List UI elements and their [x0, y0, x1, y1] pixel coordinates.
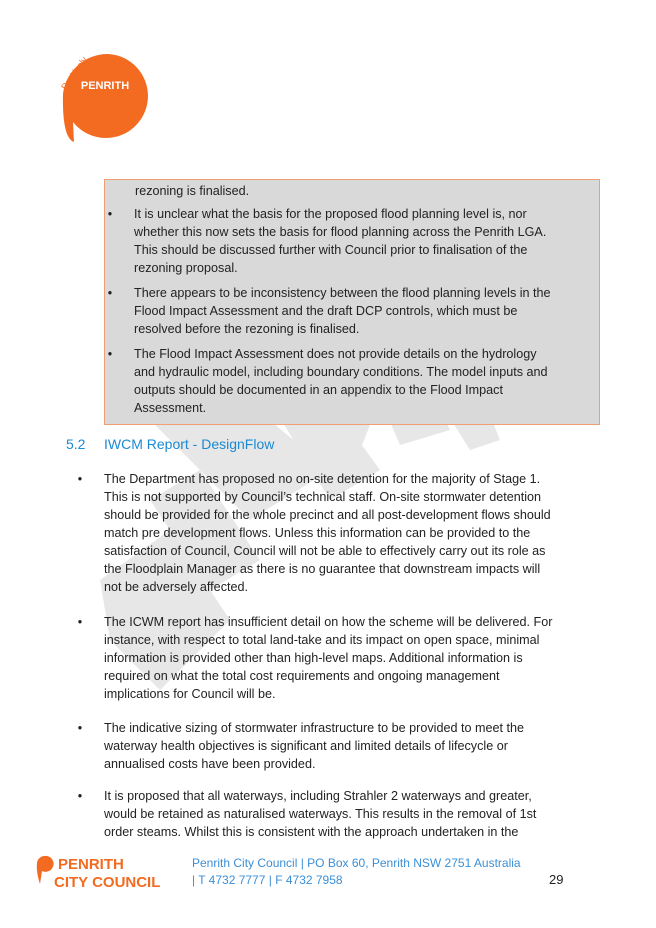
- bullet-line: resolved before the rezoning is finalised.: [134, 322, 360, 336]
- bullet-text: [134, 205, 546, 277]
- footer-phone-fax: | T 4732 7777 | F 4732 7958: [192, 873, 343, 887]
- bullet-text: [104, 787, 536, 841]
- bullet-line: This should be discussed further with Council prior to finalisation of the: [134, 243, 528, 257]
- bullet-line: The ICWM report has insufficient detail on how the scheme will be delivered. For: [104, 615, 553, 630]
- bullet-line: Assessment.: [134, 401, 207, 415]
- bullet-line: whether this now sets the basis for flood planning across the Penrith LGA.: [134, 225, 547, 239]
- footer-contact: [192, 855, 521, 889]
- bullet-line: implications for Council will be.: [104, 687, 276, 702]
- bullet-line: match pre development flows. Unless this information can be provided to the: [104, 526, 531, 540]
- bullet-line: would be retained as naturalised waterways. This results in the removal of 1st: [104, 806, 537, 821]
- section-number: 5.2: [66, 436, 86, 452]
- bullet-line: should be provided for the whole precinct and all post-development flows should: [104, 508, 551, 522]
- bullet-line: not be adversely affected.: [104, 580, 248, 594]
- svg-text:PENRITH: PENRITH: [58, 856, 124, 873]
- bullet-text: [104, 470, 551, 596]
- svg-text:PENRITH: PENRITH: [80, 80, 130, 92]
- bullet-line: and hydraulic model, including boundary conditions. The model inputs and: [134, 365, 548, 379]
- bullet-line: order steams. Whilst this is consistent with the approach undertaken in the: [104, 824, 519, 839]
- footer-address: Penrith City Council | PO Box 60, Penrith NSW 2751 Australia: [192, 856, 521, 870]
- bullet-text: [104, 719, 524, 773]
- positively-penrith-logo: [48, 34, 148, 144]
- bullet-line: satisfaction of Council, Council will not be able to effectively carry out its role as: [104, 544, 546, 558]
- bullet-line: There appears to be inconsistency between the flood planning levels in the: [134, 286, 551, 300]
- bullet-line: the Floodplain Manager as there is no guarantee that downstream impacts will: [104, 562, 541, 576]
- bullet-marker: •: [107, 347, 113, 361]
- page-number: 29: [549, 872, 564, 887]
- penrith-city-council-logo: [36, 854, 196, 890]
- section-title: IWCM Report - DesignFlow: [104, 436, 275, 452]
- bullet-line: It is proposed that all waterways, including Strahler 2 waterways and greater,: [104, 788, 532, 803]
- bullet-marker: •: [107, 286, 113, 300]
- bullet-text: [134, 284, 551, 338]
- bullet-line: It is unclear what the basis for the proposed flood planning level is, nor: [134, 207, 527, 221]
- bullet-line: The indicative sizing of stormwater infrastructure to be provided to meet the: [104, 720, 524, 735]
- bullet-line: instance, with respect to total land-take and its impact on open space, minimal: [104, 633, 540, 648]
- svg-text:Positively: Positively: [59, 54, 90, 92]
- bullet-marker: •: [77, 472, 83, 486]
- bullet-marker: •: [77, 615, 83, 630]
- bullet-line: waterway health objectives is significant and limited details of lifecycle or: [104, 738, 508, 753]
- svg-text:CITY COUNCIL: CITY COUNCIL: [54, 874, 161, 890]
- bullet-line: Flood Impact Assessment and the draft DCP controls, which must be: [134, 304, 518, 318]
- bullet-line: rezoning proposal.: [134, 261, 238, 275]
- bullet-line: The Flood Impact Assessment does not provide details on the hydrology: [134, 347, 537, 361]
- bullet-marker: •: [77, 788, 83, 803]
- bullet-line: information is provided other than high-level maps. Additional information is: [104, 651, 523, 666]
- box-first-line: rezoning is finalised.: [135, 184, 250, 198]
- bullet-text: [104, 613, 552, 703]
- bullet-text: [134, 345, 548, 417]
- bullet-line: outputs should be documented in an appendix to the Flood Impact: [134, 383, 503, 397]
- bullet-line: required on what the total cost requirements and ongoing management: [104, 669, 500, 684]
- bullet-line: This is not supported by Council’s technical staff. On-site stormwater detention: [104, 490, 542, 504]
- bullet-marker: •: [77, 720, 83, 735]
- bullet-line: annualised costs have been provided.: [104, 756, 316, 771]
- bullet-marker: •: [107, 207, 113, 221]
- bullet-line: The Department has proposed no on-site detention for the majority of Stage 1.: [104, 472, 541, 486]
